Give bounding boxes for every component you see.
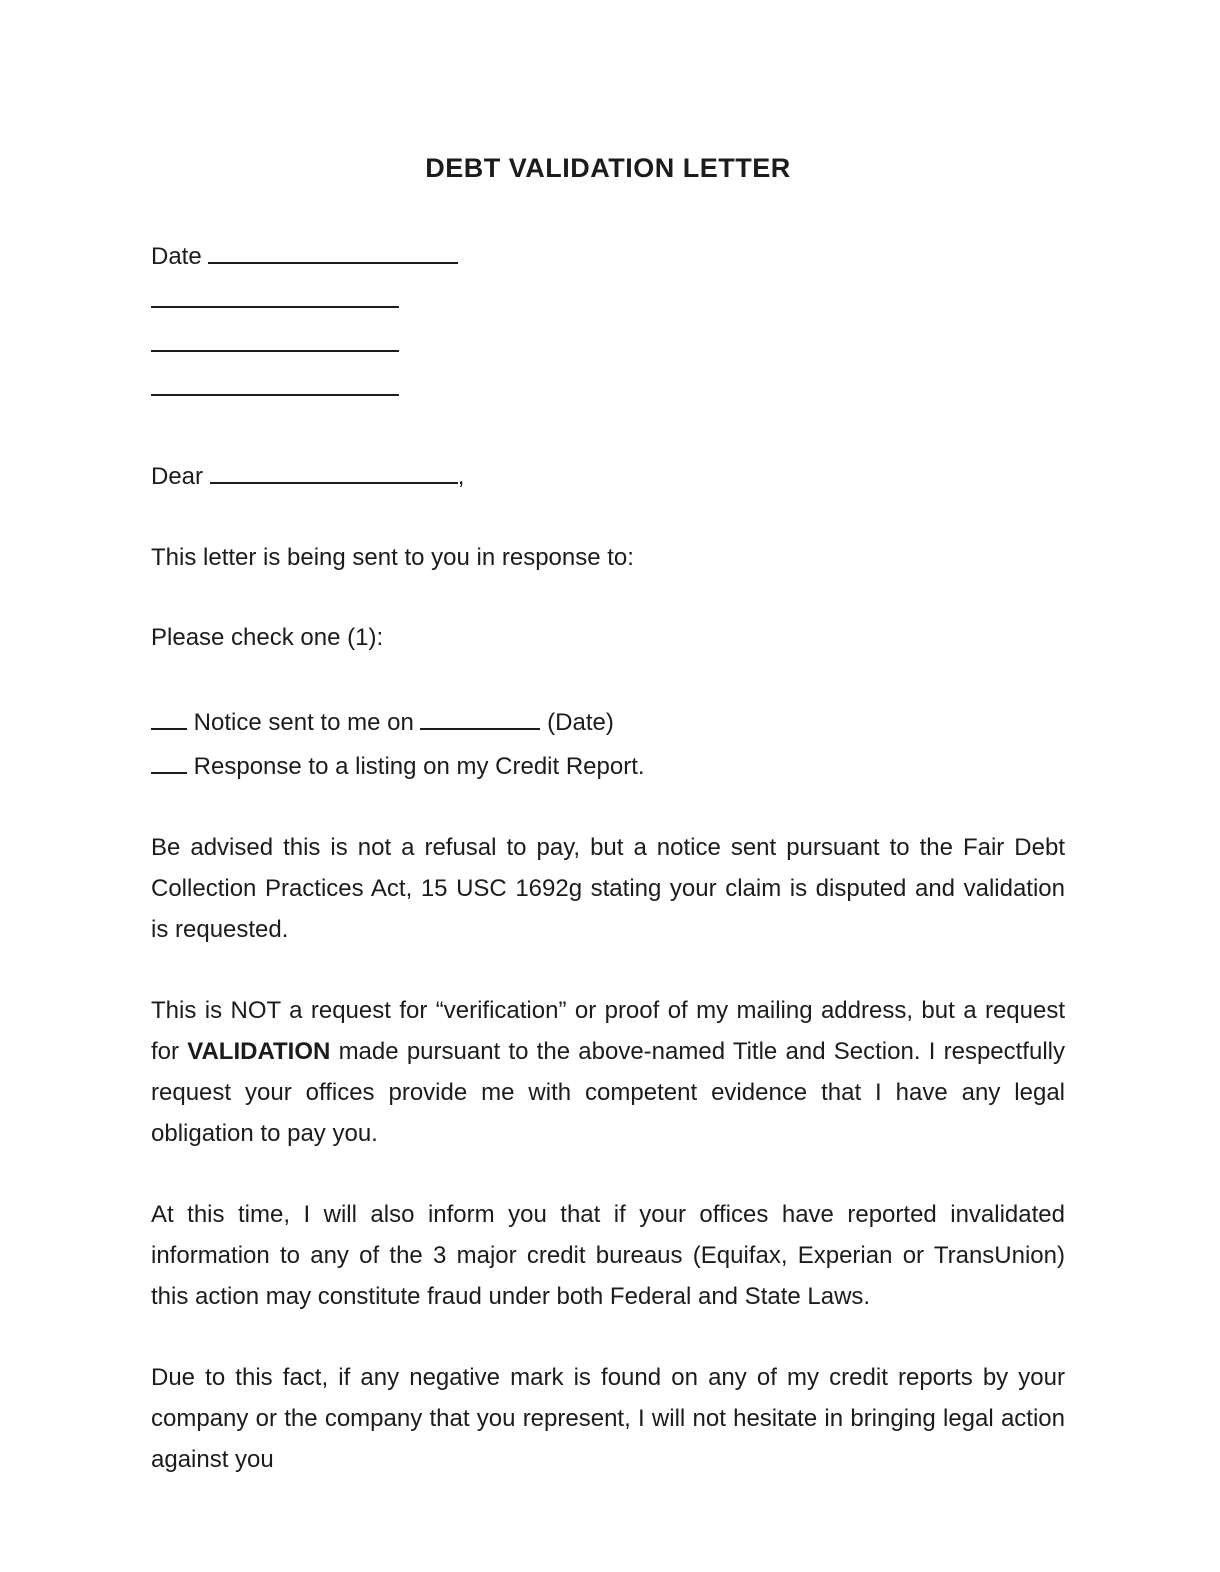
date-label: Date (151, 243, 202, 270)
address-line-3 (151, 365, 1065, 409)
validation-emphasis: VALIDATION (187, 1038, 331, 1065)
date-line (151, 233, 1065, 277)
notice-check-label: Notice sent to me on (193, 709, 414, 736)
notice-date-blank[interactable] (420, 699, 540, 730)
recipient-name-blank[interactable] (210, 453, 458, 484)
notice-checkbox-blank[interactable] (151, 699, 187, 730)
salutation-comma: , (457, 463, 465, 490)
address-blank-3[interactable] (151, 365, 399, 396)
check-item-notice (151, 699, 1065, 743)
address-blank-2[interactable] (151, 321, 399, 352)
address-line-2 (151, 321, 1065, 365)
dear-label: Dear (151, 463, 204, 490)
paragraph-fdcpa-notice: Be advised this is not a refusal to pay, but a notice sent pursuant to the Fair Debt Collection Practices Act, 15 USC 1692g stating your claim is disputed and validation is requested. (151, 834, 1065, 943)
response-checkbox-blank[interactable] (151, 743, 187, 774)
response-check-label: Response to a listing on my Credit Report. (193, 753, 645, 780)
notice-check-suffix: (Date) (547, 709, 614, 736)
address-blank-1[interactable] (151, 277, 399, 308)
intro-text: This letter is being sent to you in response to: (151, 544, 634, 571)
paragraph-legal-action: Due to this fact, if any negative mark is found on any of my credit reports by your company or the company that you represent, I will not hesitate in bringing legal action against you (151, 1364, 1065, 1473)
validation-request-post: made pursuant to the above-named Title and Section. I respectfully request your offices provide me with competent evidence that I have any legal obligation to pay you. (151, 1038, 1065, 1147)
salutation-line (151, 453, 1065, 497)
paragraph-credit-bureaus: At this time, I will also inform you that if your offices have reported invalidated information to any of the 3 major credit bureaus (Equifax, Experian or TransUnion) this action may constitute fraud under both Federal and State Laws. (151, 1201, 1065, 1310)
validation-request-pre: This is NOT a request for “verification” or proof of my mailing address, but a request for (151, 997, 1065, 1065)
check-item-response (151, 743, 1065, 787)
address-line-1 (151, 277, 1065, 321)
document-title: DEBT VALIDATION LETTER (425, 153, 791, 183)
paragraph-validation-request (151, 990, 1065, 1154)
date-blank[interactable] (208, 233, 458, 264)
check-instruction: Please check one (1): (151, 624, 384, 651)
